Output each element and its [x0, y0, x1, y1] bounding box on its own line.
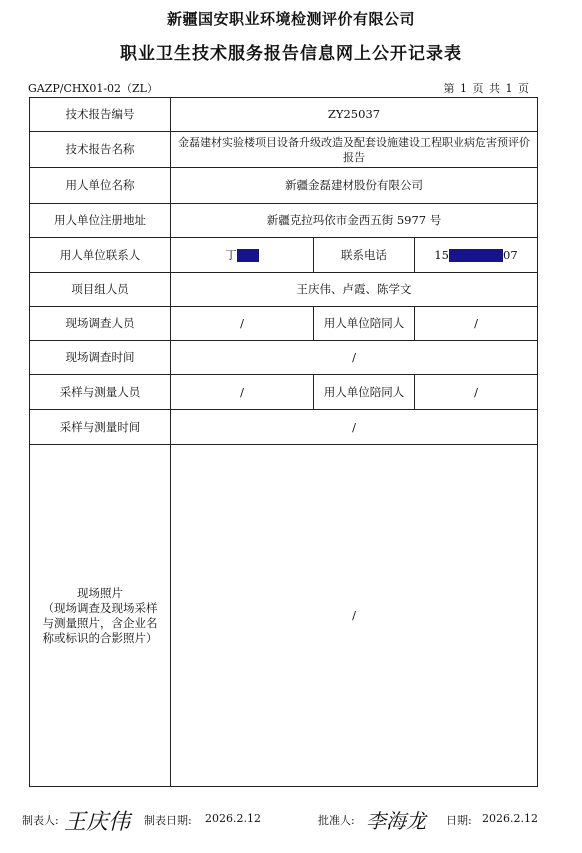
label-employer-address: 用人单位注册地址: [30, 204, 171, 238]
label-sampling-time: 采样与测量时间: [30, 410, 171, 445]
label-employer-name: 用人单位名称: [30, 168, 171, 204]
form-code: GAZP/CHX01-02（ZL）: [28, 82, 158, 95]
value-report-no: ZY25037: [171, 98, 538, 132]
phone-suffix: 07: [503, 247, 518, 262]
label-report-name: 技术报告名称: [30, 132, 171, 168]
company-name: 新疆国安职业环境检测评价有限公司: [166, 10, 415, 28]
label-report-no: 技术报告编号: [30, 98, 171, 132]
label-sampling-companion: 用人单位陪同人: [314, 375, 415, 410]
row-sampling-time: [30, 410, 538, 445]
value-phone: [415, 238, 538, 273]
approve-date-label: 日期:: [446, 814, 472, 827]
row-contact: [30, 238, 538, 273]
approver-signature: 李海龙: [366, 809, 426, 833]
label-sampling-staff: 采样与测量人员: [30, 375, 171, 410]
value-survey-companion: /: [415, 307, 538, 341]
redaction-block: [449, 249, 503, 262]
make-date: 2026.2.12: [205, 812, 261, 825]
label-photos: [30, 445, 171, 787]
page-info: 第 1 页 共 1 页: [443, 82, 530, 95]
label-survey-time: 现场调查时间: [30, 341, 171, 375]
value-employer-name: 新疆金磊建材股份有限公司: [171, 168, 538, 204]
row-photos: [30, 445, 538, 787]
photo-label-line: 称或标识的合影照片）: [42, 630, 158, 645]
value-sampling-staff: /: [171, 375, 314, 410]
maker-label: 制表人:: [22, 814, 59, 827]
photo-label-line: （现场调查及现场采样: [42, 600, 158, 615]
contact-name-prefix: 丁: [225, 247, 237, 262]
label-survey-staff: 现场调查人员: [30, 307, 171, 341]
row-survey-staff: [30, 307, 538, 341]
value-photos: /: [171, 445, 538, 787]
value-team: 王庆伟、卢霞、陈学文: [171, 273, 538, 307]
form-title: 职业卫生技术服务报告信息网上公开记录表: [120, 44, 462, 64]
value-sampling-companion: /: [415, 375, 538, 410]
row-employer-address: [30, 204, 538, 238]
record-table: [29, 97, 538, 787]
photo-label-line: 现场照片: [77, 585, 123, 600]
redaction-block: [237, 249, 259, 262]
value-report-name: 金磊建材实验楼项目设备升级改造及配套设施建设工程职业病危害预评价报告: [171, 132, 538, 168]
row-report-name: [30, 132, 538, 168]
make-date-label: 制表日期:: [144, 814, 192, 827]
row-report-no: [30, 98, 538, 132]
value-employer-address: 新疆克拉玛依市金西五街 5977 号: [171, 204, 538, 238]
photo-label-line: 与测量照片，含企业名: [42, 615, 158, 630]
label-survey-companion: 用人单位陪同人: [314, 307, 415, 341]
label-phone: 联系电话: [314, 238, 415, 273]
row-team: [30, 273, 538, 307]
value-survey-staff: /: [171, 307, 314, 341]
approver-label: 批准人:: [318, 814, 355, 827]
value-survey-time: /: [171, 341, 538, 375]
value-contact-person: [171, 238, 314, 273]
maker-signature: 王庆伟: [64, 810, 131, 835]
phone-prefix: 15: [434, 247, 449, 262]
value-sampling-time: /: [171, 410, 538, 445]
label-contact: 用人单位联系人: [30, 238, 171, 273]
row-employer-name: [30, 168, 538, 204]
approve-date: 2026.2.12: [482, 812, 538, 825]
label-team: 项目组人员: [30, 273, 171, 307]
row-sampling-staff: [30, 375, 538, 410]
row-survey-time: [30, 341, 538, 375]
